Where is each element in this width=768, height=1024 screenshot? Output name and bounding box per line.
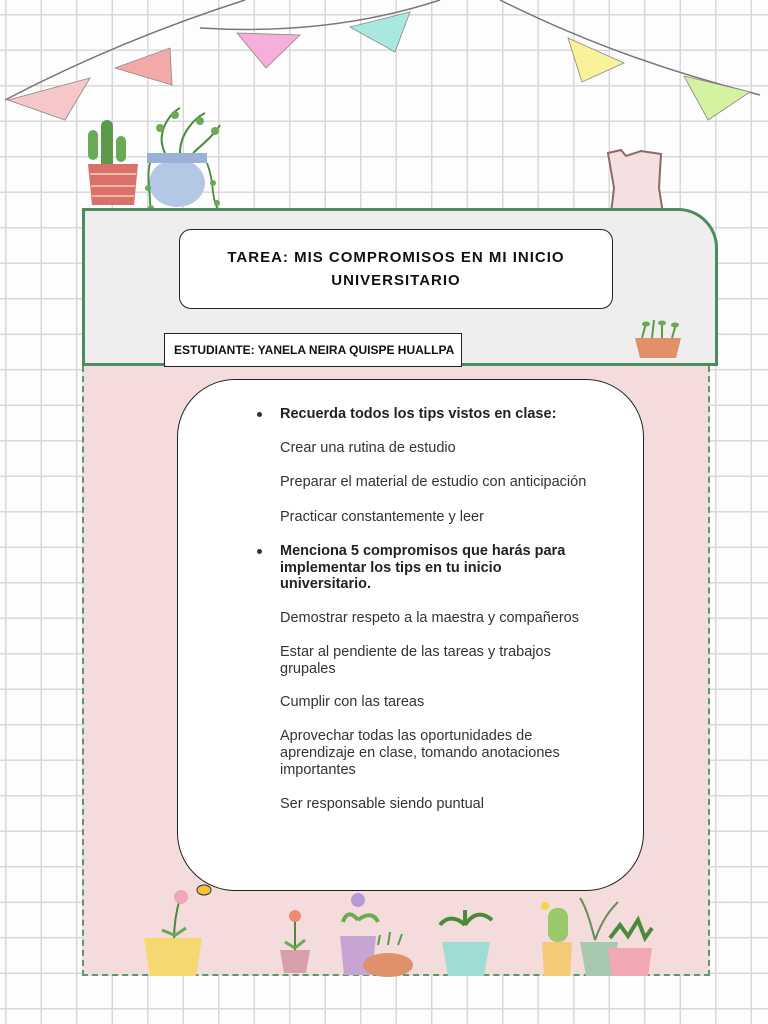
commitment-item: importantes <box>280 762 356 778</box>
list-item: Practicar constantemente y leer <box>280 509 484 525</box>
section2-heading-line: Menciona 5 compromisos que harás para <box>280 543 566 559</box>
commitment-item: grupales <box>280 661 336 677</box>
list-item: Preparar el material de estudio con anticipación <box>280 474 587 490</box>
section2-heading-line: universitario. <box>280 576 372 592</box>
flag-5 <box>568 38 624 82</box>
commitment-item: Estar al pendiente de las tareas y trabajos <box>280 644 551 660</box>
bullet <box>257 412 262 417</box>
sprout-pot-icon <box>632 318 684 360</box>
section2-heading-line: implementar los tips en tu inicio <box>280 560 502 576</box>
list-item: Crear una rutina de estudio <box>280 440 456 456</box>
flag-6 <box>684 76 750 120</box>
student-name: ESTUDIANTE: YANELA NEIRA QUISPE HUALLPA <box>174 343 455 357</box>
flag-2 <box>115 48 172 85</box>
commitment-item: Aprovechar todas las oportunidades de <box>280 728 533 744</box>
commitment-item: aprendizaje en clase, tomando anotaciones <box>280 745 560 761</box>
potted-plants-row-icon <box>140 880 660 980</box>
flag-4 <box>350 12 410 52</box>
section1-heading: Recuerda todos los tips vistos en clase: <box>280 406 557 422</box>
title-box <box>179 229 613 309</box>
commitment-item: Demostrar respeto a la maestra y compañeros <box>280 610 579 626</box>
commitment-item: Cumplir con las tareas <box>280 694 425 710</box>
flag-3 <box>237 33 300 68</box>
document-title: TAREA: MIS COMPROMISOS EN MI INICIO UNIVERSITARIO <box>227 249 565 289</box>
student-box <box>164 333 462 367</box>
commitment-item: Ser responsable siendo puntual <box>280 796 484 812</box>
bullet <box>257 549 262 554</box>
